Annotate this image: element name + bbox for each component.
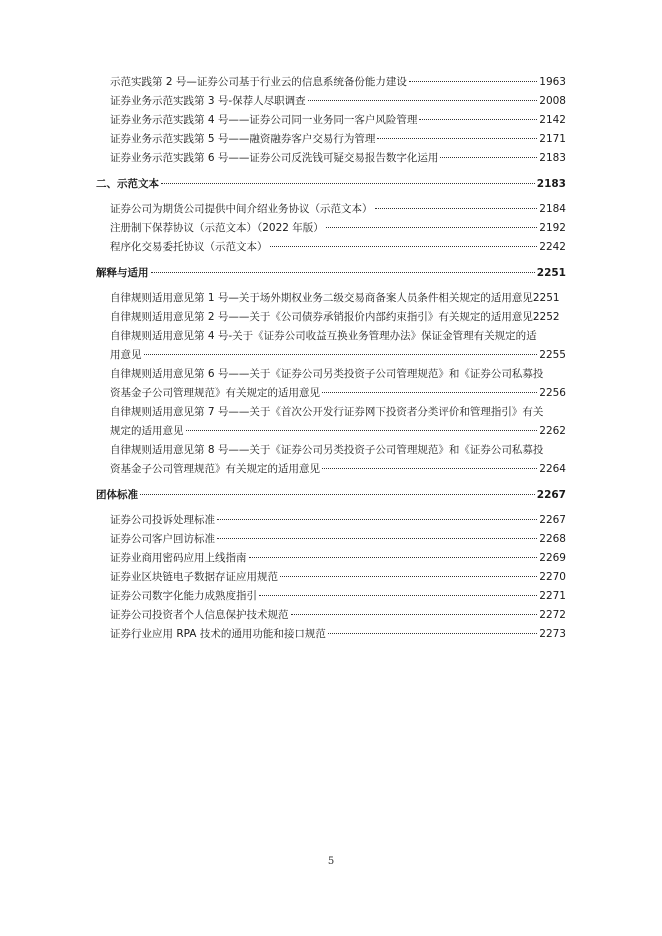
toc-entry-page: 2273 — [539, 628, 566, 640]
toc-entry-title: 证券业商用密码应用上线指南 — [110, 552, 247, 564]
toc-section-heading[interactable] — [96, 175, 566, 194]
toc-entry-title: 用意见 — [110, 349, 142, 361]
toc-entry-title: 自律规则适用意见第 2 号——关于《公司债券承销报价内部约束指引》有关规定的适用意见 — [110, 311, 533, 323]
toc-section-page: 2267 — [536, 489, 566, 501]
toc-entry[interactable] — [96, 511, 566, 530]
toc-entry-page: 2184 — [539, 203, 566, 215]
toc-section-title: 二、示范文本 — [96, 178, 159, 190]
toc-entry-title: 资基金子公司管理规范》有关规定的适用意见 — [110, 463, 320, 475]
toc-entry-title-line[interactable]: 自律规则适用意见第 8 号——关于《证券公司另类投资子公司管理规范》和《证券公司私募投 — [110, 444, 544, 456]
table-of-contents — [96, 73, 566, 644]
toc-entry-title: 证券业务示范实践第 3 号-保荐人尽职调查 — [110, 95, 306, 107]
toc-entry[interactable] — [96, 384, 566, 403]
dot-leader — [144, 354, 538, 355]
toc-entry-page: 2251 — [532, 292, 560, 304]
toc-entry[interactable] — [96, 289, 566, 308]
toc-entry-page: 2183 — [539, 152, 566, 164]
toc-entry-title: 程序化交易委托协议（示范文本） — [110, 241, 268, 253]
toc-entry-page: 2270 — [539, 571, 566, 583]
dot-leader — [328, 633, 537, 634]
dot-leader — [375, 208, 538, 209]
toc-entry[interactable] — [96, 549, 566, 568]
toc-entry[interactable] — [96, 346, 566, 365]
dot-leader — [259, 595, 537, 596]
toc-entry[interactable] — [96, 422, 566, 441]
toc-entry-page: 2252 — [532, 311, 560, 323]
toc-entry[interactable] — [96, 111, 566, 130]
toc-entry-page: 1963 — [539, 76, 566, 88]
toc-entry[interactable] — [96, 130, 566, 149]
toc-section-title: 团体标准 — [96, 489, 138, 501]
toc-entry-page: 2256 — [539, 387, 566, 399]
dot-leader — [409, 81, 537, 82]
toc-entry-title: 规定的适用意见 — [110, 425, 184, 437]
dot-leader — [322, 392, 537, 393]
dot-leader — [440, 157, 537, 158]
toc-entry[interactable] — [96, 73, 566, 92]
toc-entry-title: 证券业务示范实践第 5 号——融资融券客户交易行为管理 — [110, 133, 376, 145]
toc-entry-title: 证券公司客户回访标准 — [110, 533, 215, 545]
toc-entry-title: 证券行业应用 RPA 技术的通用功能和接口规范 — [110, 628, 326, 640]
toc-entry-title: 注册制下保荐协议（示范文本）（2022 年版） — [110, 222, 324, 234]
toc-entry-title-line[interactable]: 自律规则适用意见第 7 号——关于《首次公开发行证券网下投资者分类评价和管理指引》有关 — [110, 406, 544, 418]
dot-leader — [217, 538, 537, 539]
toc-entry-title: 证券业区块链电子数据存证应用规范 — [110, 571, 278, 583]
toc-entry-title: 证券公司为期货公司提供中间介绍业务协议（示范文本） — [110, 203, 373, 215]
toc-entry-page: 2142 — [539, 114, 566, 126]
toc-entry-title: 示范实践第 2 号—证券公司基于行业云的信息系统备份能力建设 — [110, 76, 407, 88]
toc-section-heading[interactable] — [96, 264, 566, 283]
toc-entry-title: 证券公司投诉处理标准 — [110, 514, 215, 526]
toc-entry-page: 2171 — [539, 133, 566, 145]
dot-leader — [186, 430, 538, 431]
dot-leader — [270, 246, 538, 247]
dot-leader — [419, 119, 537, 120]
dot-leader — [291, 614, 538, 615]
dot-leader — [322, 468, 537, 469]
dot-leader — [249, 557, 538, 558]
toc-entry-title: 资基金子公司管理规范》有关规定的适用意见 — [110, 387, 320, 399]
dot-leader — [280, 576, 537, 577]
toc-entry[interactable] — [96, 606, 566, 625]
toc-entry-title-line[interactable]: 自律规则适用意见第 4 号-关于《证券公司收益互换业务管理办法》保证金管理有关规定的适 — [110, 330, 537, 342]
toc-section-heading[interactable] — [96, 486, 566, 505]
toc-entry-page: 2255 — [539, 349, 566, 361]
toc-entry[interactable] — [96, 238, 566, 257]
toc-entry[interactable] — [96, 92, 566, 111]
toc-entry-page: 2272 — [539, 609, 566, 621]
toc-entry-title: 证券公司数字化能力成熟度指引 — [110, 590, 257, 602]
toc-entry-title: 证券业务示范实践第 6 号——证券公司反洗钱可疑交易报告数字化运用 — [110, 152, 439, 164]
toc-section-title: 解释与适用 — [96, 267, 149, 279]
toc-section-page: 2183 — [536, 178, 566, 190]
toc-entry-page: 2269 — [539, 552, 566, 564]
toc-entry-title-line[interactable]: 自律规则适用意见第 6 号——关于《证券公司另类投资子公司管理规范》和《证券公司私募投 — [110, 368, 544, 380]
toc-entry[interactable] — [96, 625, 566, 644]
toc-entry-page: 2268 — [539, 533, 566, 545]
dot-leader — [161, 183, 535, 184]
toc-entry[interactable] — [96, 149, 566, 168]
dot-leader — [326, 227, 537, 228]
toc-entry-page: 2262 — [539, 425, 566, 437]
dot-leader — [151, 272, 535, 273]
toc-section-page: 2251 — [536, 267, 566, 279]
toc-entry-page: 2008 — [539, 95, 566, 107]
toc-entry-title: 证券业务示范实践第 4 号——证券公司同一业务同一客户风险管理 — [110, 114, 418, 126]
toc-entry-page: 2271 — [539, 590, 566, 602]
toc-entry-page: 2242 — [539, 241, 566, 253]
toc-entry[interactable] — [96, 460, 566, 479]
dot-leader — [377, 138, 537, 139]
toc-entry-title: 自律规则适用意见第 1 号—关于场外期权业务二级交易商备案人员条件相关规定的适用意见 — [110, 292, 533, 304]
toc-entry-title: 证券公司投资者个人信息保护技术规范 — [110, 609, 289, 621]
dot-leader — [217, 519, 537, 520]
toc-entry[interactable] — [96, 568, 566, 587]
toc-entry[interactable] — [96, 219, 566, 238]
dot-leader — [308, 100, 538, 101]
toc-entry-page: 2264 — [539, 463, 566, 475]
toc-entry[interactable] — [96, 530, 566, 549]
dot-leader — [140, 494, 535, 495]
toc-entry-page: 2267 — [539, 514, 566, 526]
toc-entry[interactable] — [96, 200, 566, 219]
page-number: 5 — [327, 856, 335, 867]
toc-entry[interactable] — [96, 587, 566, 606]
toc-entry-page: 2192 — [539, 222, 566, 234]
toc-entry[interactable] — [96, 308, 566, 327]
